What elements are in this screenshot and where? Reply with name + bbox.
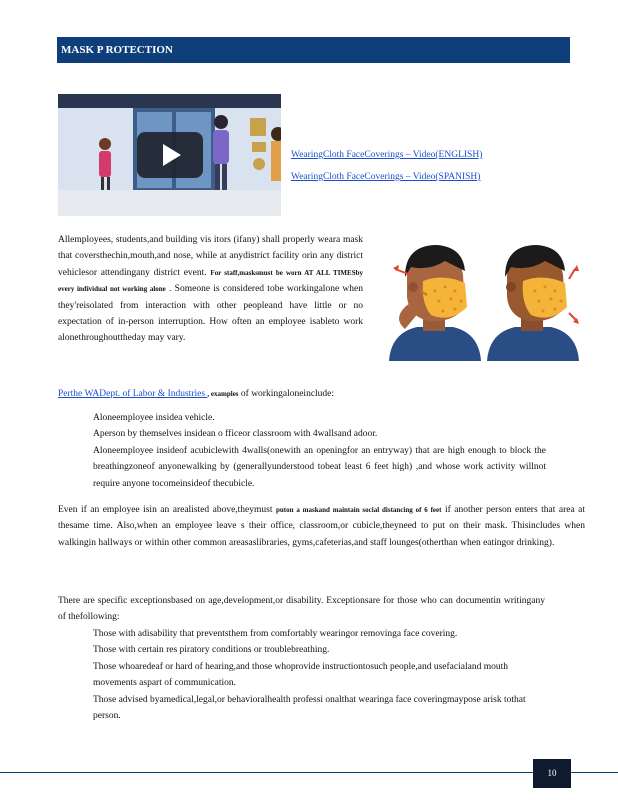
square-bullet-icon <box>76 626 83 642</box>
mask-wearing-illustration <box>383 233 583 361</box>
list-item: Those with certain res piratory conditions or troublebreathing. <box>76 642 528 658</box>
video-illustration <box>58 94 281 216</box>
video-link-spanish[interactable]: WearingCloth FaceCoverings – Video(SPANISH) <box>291 172 481 182</box>
square-bullet-icon <box>76 692 83 708</box>
exceptions-list <box>76 626 528 724</box>
video-links <box>291 144 482 188</box>
para2-text-b: if another person enters that area at thesame time. Also,when an employee leave s their office, classroom,or cubicle,theyneed to put on their mask. Thisincludes when walkingin hallways or within other common areasaslibraries, gyms,cafeterias,and staff lounges(otherthan when eatingor drinking). <box>58 505 585 548</box>
para2-bold-text: puton a maskand maintain social distancing of 6 feet <box>275 506 442 514</box>
video-thumbnail[interactable] <box>58 94 281 216</box>
examples-intro-rest: of workingaloneinclude: <box>238 389 335 399</box>
para2-text-a: Even if an employee isin an arealisted above,theymust <box>58 505 276 515</box>
examples-list <box>76 410 546 492</box>
square-bullet-icon <box>76 443 83 459</box>
square-bullet-icon <box>76 410 83 426</box>
section-header <box>57 37 570 63</box>
paragraph-exceptions: There are specific exceptionsbased on age,development,or disability. Exceptionsare for those who can documentin writingany of thefollowing: <box>58 596 545 623</box>
list-item: Aloneemployee insideof acubiclewith 4walls(onewith an openingfor an entryway) that are high enough to block the breathingzoneof anyonewalking by (generallyunderstood tobeat least 6 feet high) ,and whose work activity willnot require anyone tocomeinsideof thecubicle. <box>76 443 546 492</box>
paragraph-put-on-mask <box>58 502 585 551</box>
square-bullet-icon <box>76 659 83 675</box>
wa-labor-industries-link[interactable]: Perthe WADept. of Labor & Industries <box>58 389 208 399</box>
list-item: Those advised byamedical,legal,or behavioralhealth professi onalthat wearinga face coveringmaypose arisk tothat person. <box>76 692 528 725</box>
page-number: 10 <box>533 759 571 788</box>
section-title: MASK P ROTECTION <box>61 44 173 56</box>
list-item: Aloneemployee insidea vehicle. <box>76 410 546 426</box>
examples-intro <box>58 389 334 399</box>
square-bullet-icon <box>76 642 83 658</box>
para1-text-a: Allemployees, students,and building vis itors (ifany) shall properly weara mask that coversthechin,mouth,and nose, while at anydistrict facility orin any district vehiclesor attendingany district event. <box>58 235 363 278</box>
list-item: Those with adisability that preventsthem from comfortably wearingor removinga face covering. <box>76 626 528 642</box>
examples-intro-bold: , examples <box>207 390 239 398</box>
footer-divider <box>0 772 618 773</box>
video-link-english[interactable]: WearingCloth FaceCoverings – Video(ENGLISH) <box>291 150 483 160</box>
para1-bold-text: For staff,masksmust be worn AT ALL TIMESby every individual not working alone <box>58 268 363 294</box>
square-bullet-icon <box>76 426 83 442</box>
list-item: Aperson by themselves insidean o fficeor classroom with 4wallsand adoor. <box>76 426 546 442</box>
para1-text-b: . Someone is considered tobe workingalone when they'reisolated from interaction with other peopleand have little or no expectation of in-person interruption. How often an employee isableto work alonethroughouttheday may vary. <box>58 284 363 344</box>
list-item: Those whoaredeaf or hard of hearing,and those whoprovide instructiontosuch people,and usefacialand mouth movements aspart of communication. <box>76 659 528 692</box>
paragraph-employees-mask <box>58 232 363 347</box>
